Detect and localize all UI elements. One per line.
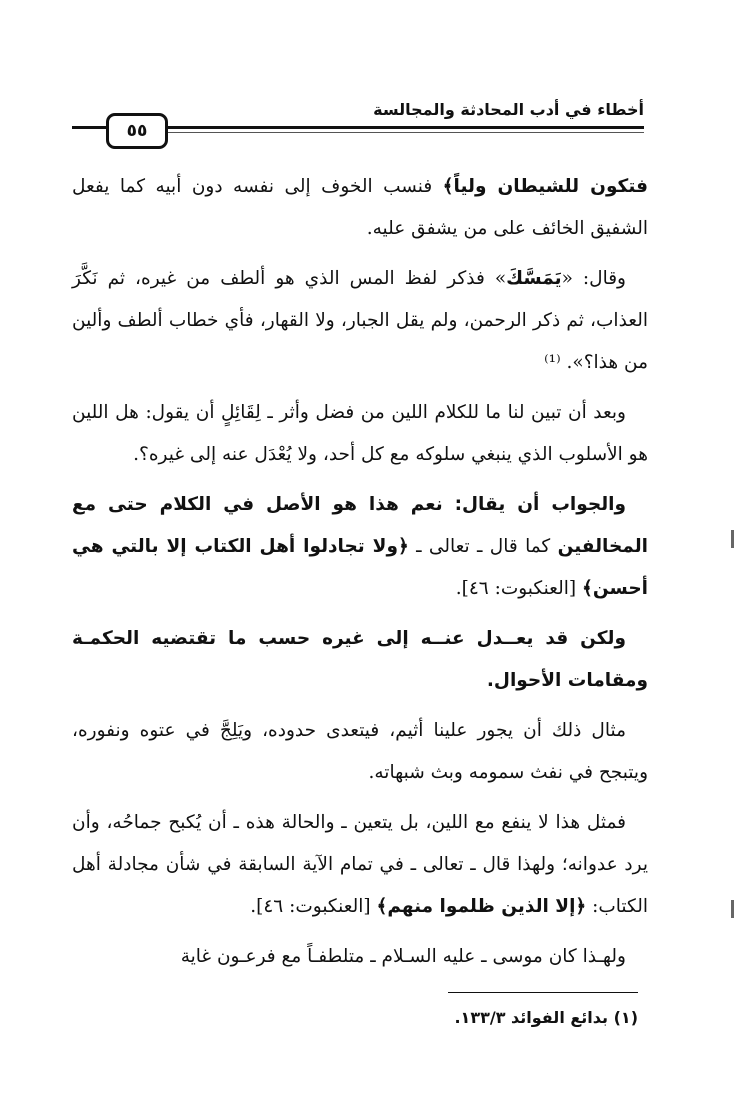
text-run: مثال ذلك أن يجور علينا أثيم، فيتعدى حدوده، ويَلِجَّ في عتوه ونفوره، ويتبجح في نفث سمومه وبث شبهاته. [72,720,648,783]
text-run: » فذكر لفظ المس الذي هو ألطف من غيره، ثم نَكَّرَ العذاب، ثم ذكر الرحمن، ولم يقل الجبار، ولا القهار، فأي خطاب ألطف وألين من هذا؟». ⁽¹⁾ [72,268,648,373]
paragraph [72,936,648,978]
bold-text: ﴿إلا الذين ظلموا منهم﴾ [376,896,587,917]
paragraph [72,802,648,928]
text-run: وبعد أن تبين لنا ما للكلام اللين من فضل وأثر ـ لِقَائِلٍ أن يقول: هل اللين هو الأسلوب الذي ينبغي سلوكه مع كل أحد، ولا يُعْدَل عنه إلى غيره؟. [72,402,648,465]
text-run: [العنكبوت: ٤٦]. [455,578,582,599]
paragraph [72,258,648,384]
header-rule-thin [168,132,644,133]
edge-mark [731,530,734,548]
paragraph [72,618,648,702]
running-title: أخطاء في أدب المحادثة والمجالسة [373,100,644,119]
text-run: فمثل هذا لا ينفع مع اللين، بل يتعين ـ والحالة هذه ـ أن يُكبح جماحُه، وأن يرد عدوانه؛ ولهذا قال ـ تعالى ـ في تمام الآية السابقة في شأن مجادلة أهل الكتاب: [72,812,648,917]
bold-text: فتكون للشيطان ولياً﴾ [442,176,648,197]
paragraph [72,710,648,794]
text-run: وقال: « [561,268,626,289]
bold-text: والجواب أن يقال: نعم هذا هو الأصل في الكلام حتى مع المخالفين [72,494,648,557]
text-run: ولهـذا كان موسى ـ عليه السـلام ـ متلطفـاً مع فرعـون غاية [180,946,626,967]
paragraph [72,166,648,250]
text-run: كما قال ـ تعالى ـ [408,536,558,557]
edge-mark [731,900,734,918]
page-header [72,96,644,148]
bold-text: ولكن قد يعــدل عنــه إلى غيره حسب ما تقتضيه الحكمـة ومقامات الأحوال. [72,628,648,691]
paragraph [72,392,648,476]
text-run: فنسب الخوف إلى نفسه دون أبيه كما يفعل الشفيق الخائف على من يشفق عليه. [72,176,648,239]
body-text [72,166,648,986]
text-run: [العنكبوت: ٤٦]. [250,896,377,917]
page-number: ٥٥ [106,113,168,149]
footnote: (١) بدائع الفوائد ١٣٣/٣. [454,1008,638,1027]
footnote-rule [448,992,638,993]
bold-text: يَمَسَّكَ [506,268,562,289]
bold-text: ﴿ولا تجادلوا أهل الكتاب إلا بالتي هي أحسن﴾ [72,536,648,599]
paragraph [72,484,648,610]
